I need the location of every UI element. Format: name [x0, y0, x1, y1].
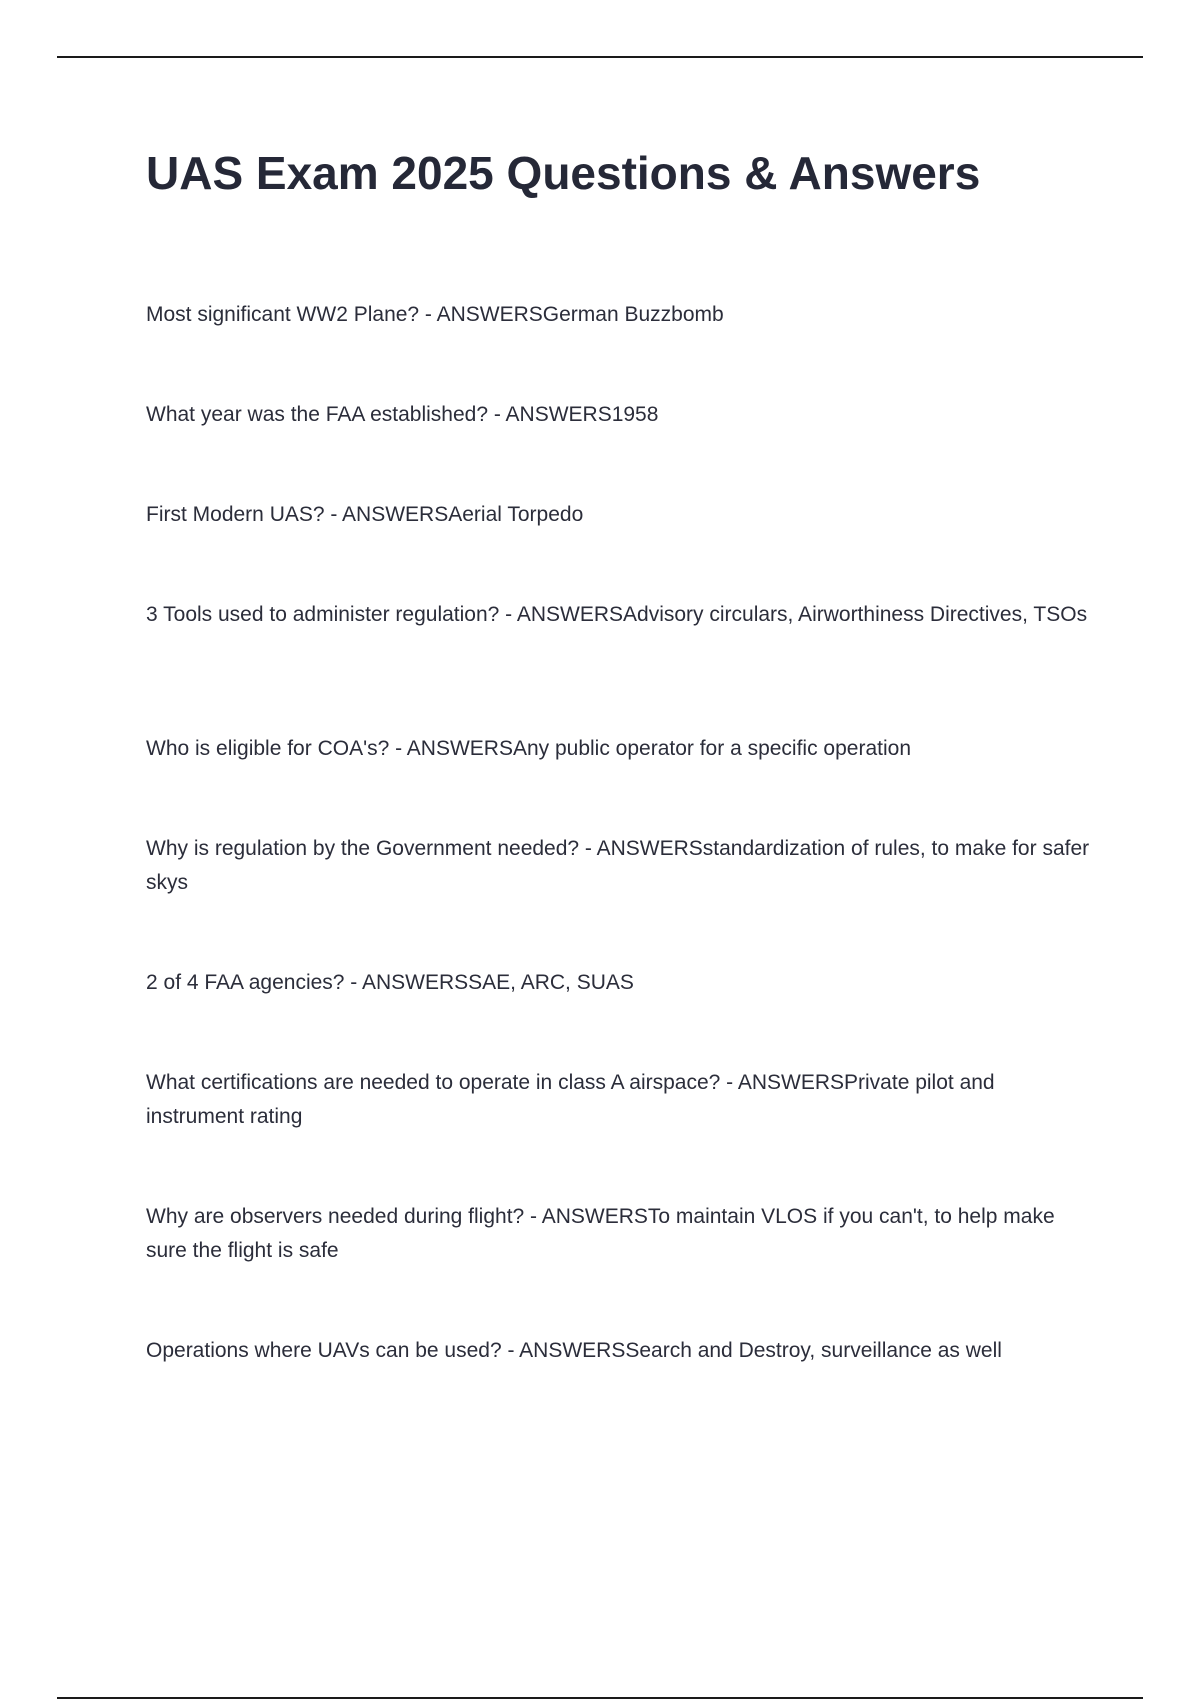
qa-item: Why is regulation by the Government needed? - ANSWERSstandardization of rules, to make for safer skys [146, 837, 1090, 894]
qa-item: Most significant WW2 Plane? - ANSWERSGerman Buzzbomb [146, 303, 724, 326]
qa-item: 3 Tools used to administer regulation? - ANSWERSAdvisory circulars, Airworthiness Directives, TSOs [146, 603, 1088, 626]
qa-item: Who is eligible for COA's? - ANSWERSAny public operator for a specific operation [146, 737, 912, 760]
page-title: UAS Exam 2025 Questions & Answers [146, 147, 981, 199]
top-divider [57, 56, 1143, 58]
qa-item: Why are observers needed during flight? - ANSWERSTo maintain VLOS if you can't, to help make sure the flight is safe [146, 1205, 1055, 1262]
bottom-divider [57, 1697, 1143, 1699]
qa-item: First Modern UAS? - ANSWERSAerial Torpedo [146, 503, 584, 526]
qa-item: What year was the FAA established? - ANSWERS1958 [146, 403, 659, 426]
qa-item: Operations where UAVs can be used? - ANSWERSSearch and Destroy, surveillance as well [146, 1339, 1002, 1362]
qa-item: 2 of 4 FAA agencies? - ANSWERSSAE, ARC, SUAS [146, 971, 634, 994]
qa-item: What certifications are needed to operate in class A airspace? - ANSWERSPrivate pilot and instrument rating [146, 1071, 995, 1128]
